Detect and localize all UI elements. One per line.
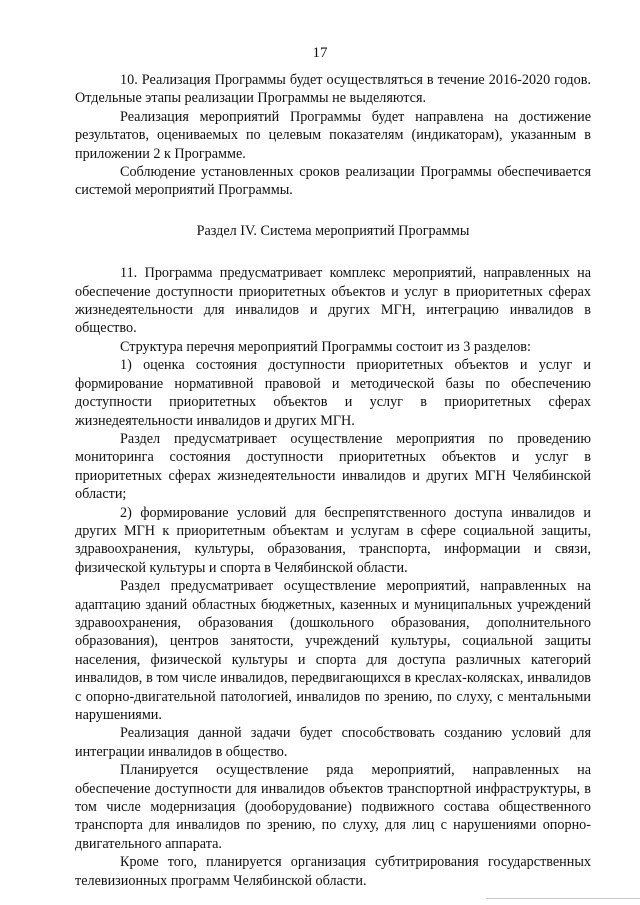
paragraph: Кроме того, планируется организация субтитрирования государственных телевизионных программ Челябинской области.: [75, 854, 591, 889]
paragraph: 11. Программа предусматривает комплекс мероприятий, направленных на обеспечение доступности приоритетных объектов и услуг в приоритетных сферах жизнедеятельности для инвалидов и других МГН, интеграцию инвалидов в общество.: [75, 265, 591, 337]
paragraph: Раздел предусматривает осуществление мероприятия по проведению мониторинга состояния доступности приоритетных объектов и услуг в приоритетных сферах жизнедеятельности инвалидов и других МГН Челябинской области;: [75, 430, 591, 503]
paragraph: Реализация данной задачи будет способствовать созданию условий для интеграции инвалидов в общество.: [75, 725, 591, 760]
paragraph: Структура перечня мероприятий Программы состоит из 3 разделов:: [120, 338, 531, 355]
list-item: 2) формирование условий для беспрепятственного доступа инвалидов и других МГН к приоритетным объектам и услугам в сфере социальной защиты, здравоохранения, культуры, образования, транспорта, информации и связи, физической культуры и спорта в Челябинской области.: [75, 504, 591, 576]
bottom-divider: [486, 898, 640, 899]
list-item: 1) оценка состояния доступности приоритетных объектов и услуг и формирование нормативной правовой и методической базы по обеспечению доступности приоритетных объектов и услуг в приоритетных сферах жизнедеятельности инвалидов и других МГН.: [75, 357, 591, 429]
paragraph: Реализация мероприятий Программы будет направлена на достижение результатов, оцениваемых по целевым показателям (индикаторам), указанным в приложении 2 к Программе.: [75, 108, 591, 162]
page-number: 17: [312, 45, 328, 61]
paragraph: Раздел предусматривает осуществление мероприятий, направленных на адаптацию зданий областных бюджетных, казенных и муниципальных учреждений здравоохранения, образования (дошкольного образования, дополнительного образования), центров занятости, учреждений культуры, социальной защиты населения, физической культуры и спорта для доступа различных категорий инвалидов, в том числе инвалидов, передвигающихся в креслах-колясках, инвалидов с опорно-двигательной патологией, инвалидов по зрению, по слуху, с ментальными нарушениями.: [75, 578, 591, 723]
section-heading: Раздел IV. Система мероприятий Программы: [196, 222, 470, 239]
paragraph: Планируется осуществление ряда мероприятий, направленных на обеспечение доступности для инвалидов объектов транспортной инфраструктуры, в том числе модернизация (дооборудование) подвижного состава общественного транспорта для инвалидов по зрению, по слуху, для лиц с нарушениями опорно-двигательного аппарата.: [75, 762, 591, 852]
paragraph: Соблюдение установленных сроков реализации Программы обеспечивается системой мероприятий Программы.: [75, 164, 591, 199]
paragraph: 10. Реализация Программы будет осуществляться в течение 2016-2020 годов. Отдельные этапы реализации Программы не выделяются.: [75, 72, 591, 107]
document-body: [75, 71, 591, 890]
